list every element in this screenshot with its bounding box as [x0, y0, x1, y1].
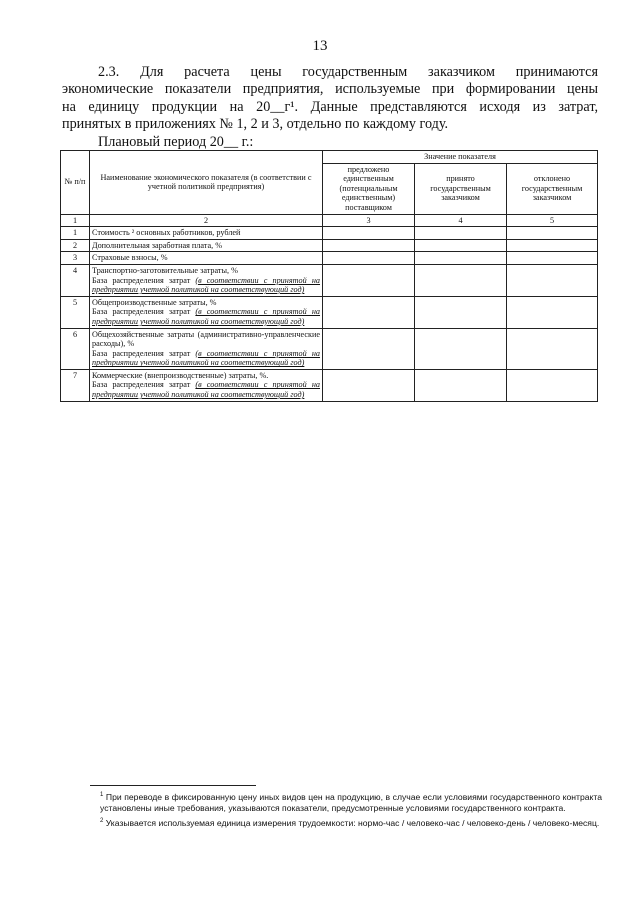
row-indicator-name: Дополнительная заработная плата, % [90, 239, 323, 252]
table-row [61, 227, 598, 240]
header-accepted: принято государственным заказчиком [415, 163, 507, 214]
paragraph-line: на единицу продукции на 20__г¹. Данные представляются исходя из затрат, [62, 98, 598, 115]
row-number: 2 [61, 239, 90, 252]
column-number: 1 [61, 214, 90, 227]
value-cell-rejected[interactable] [507, 369, 598, 401]
column-number: 4 [415, 214, 507, 227]
indicator-title: Общехозяйственные затраты (административно-управленческие расходы), % [92, 329, 320, 349]
indicator-title: Общепроизводственные затраты, % [92, 297, 217, 307]
footnote-text: При переводе в фиксированную цену иных видов цен на продукцию, в случае если условиями государственного контракта установлены иные требования, указываются показатели, предусмотренные условиями государственного контракта. [100, 792, 603, 813]
indicator-title: Коммерческие (внепроизводственные) затраты, %. [92, 370, 269, 380]
value-cell-rejected[interactable] [507, 252, 598, 265]
row-indicator-name: Стоимость ² основных работников, рублей [90, 227, 323, 240]
distribution-base-label: База распределения затрат [92, 380, 191, 390]
value-cell-proposed[interactable] [323, 252, 415, 265]
value-cell-rejected[interactable] [507, 328, 598, 369]
value-cell-proposed[interactable] [323, 239, 415, 252]
value-cell-rejected[interactable] [507, 239, 598, 252]
indicator-title: Транспортно-заготовительные затраты, % [92, 265, 238, 275]
value-cell-proposed[interactable] [323, 296, 415, 328]
table-row [61, 239, 598, 252]
value-cell-rejected[interactable] [507, 296, 598, 328]
distribution-base-label: База распределения затрат [92, 275, 191, 285]
distribution-base-note: (в соответствии с принятой на предприятии учетной политикой на соответствующий год) [92, 275, 321, 295]
value-cell-accepted[interactable] [415, 239, 507, 252]
row-number: 5 [61, 296, 90, 328]
page-number: 13 [312, 38, 328, 54]
footnote-1 [100, 792, 602, 814]
table-header-row [61, 151, 598, 164]
row-number: 3 [61, 252, 90, 265]
planned-period-label: Плановый период 20__ г.: [98, 134, 254, 150]
row-indicator-name: Страховые взносы, % [90, 252, 323, 265]
value-cell-accepted[interactable] [415, 227, 507, 240]
footnotes [100, 792, 602, 833]
distribution-base-note: (в соответствии с принятой на предприятии учетной политикой на соответствующий год) [92, 348, 321, 368]
row-number: 7 [61, 369, 90, 401]
value-cell-accepted[interactable] [415, 369, 507, 401]
row-number: 1 [61, 227, 90, 240]
column-number: 3 [323, 214, 415, 227]
table-row [61, 296, 598, 328]
distribution-base-label: База распределения затрат [92, 348, 191, 358]
column-number: 2 [90, 214, 323, 227]
footnote-text: Указывается используемая единица измерения трудоемкости: нормо-час / человеко-час / человеко-день / человеко-месяц. [105, 818, 600, 828]
value-cell-accepted[interactable] [415, 264, 507, 296]
value-cell-accepted[interactable] [415, 296, 507, 328]
row-number: 6 [61, 328, 90, 369]
footnote-mark: 2 [100, 818, 104, 825]
value-cell-proposed[interactable] [323, 264, 415, 296]
table-row [61, 369, 598, 401]
value-cell-rejected[interactable] [507, 264, 598, 296]
row-number: 4 [61, 264, 90, 296]
table-row [61, 252, 598, 265]
header-rejected: отклонено государственным заказчиком [507, 163, 598, 214]
value-cell-proposed[interactable] [323, 369, 415, 401]
distribution-base-note: (в соответствии с принятой на предприятии учетной политикой на соответствующий год) [92, 380, 321, 400]
distribution-base-note: (в соответствии с принятой на предприятии учетной политикой на соответствующий год) [92, 307, 321, 326]
footnote-mark: 1 [100, 792, 104, 799]
paragraph-line: принятых в приложениях № 1, 2 и 3, отдельно по каждому году. [62, 116, 449, 133]
table-row [61, 328, 598, 369]
paragraph-line: 2.3. Для расчета цены государственным заказчиком принимаются [98, 64, 598, 80]
footnote-divider [90, 785, 256, 786]
value-cell-proposed[interactable] [323, 328, 415, 369]
row-indicator-name [90, 264, 323, 296]
row-indicator-name [90, 296, 323, 328]
row-indicator-name [90, 328, 323, 369]
footnote-2 [100, 818, 602, 829]
value-cell-accepted[interactable] [415, 328, 507, 369]
column-number: 5 [507, 214, 598, 227]
column-number-row [61, 214, 598, 227]
section-paragraph [62, 64, 598, 134]
row-indicator-name [90, 369, 323, 401]
header-indicator-name: Наименование экономического показателя (в соответствии с учетной политикой предприятия) [90, 151, 323, 215]
table-row [61, 264, 598, 296]
value-cell-rejected[interactable] [507, 227, 598, 240]
distribution-base-label: База распределения затрат [92, 307, 191, 317]
header-proposed: предложено единственным (потенциальным единственным) поставщиком [323, 163, 415, 214]
header-value-group: Значение показателя [323, 151, 598, 164]
paragraph-line: экономические показатели предприятия, используемые при формировании цены [62, 81, 598, 98]
value-cell-proposed[interactable] [323, 227, 415, 240]
value-cell-accepted[interactable] [415, 252, 507, 265]
header-num: № п/п [61, 151, 90, 215]
indicators-table [60, 150, 598, 402]
